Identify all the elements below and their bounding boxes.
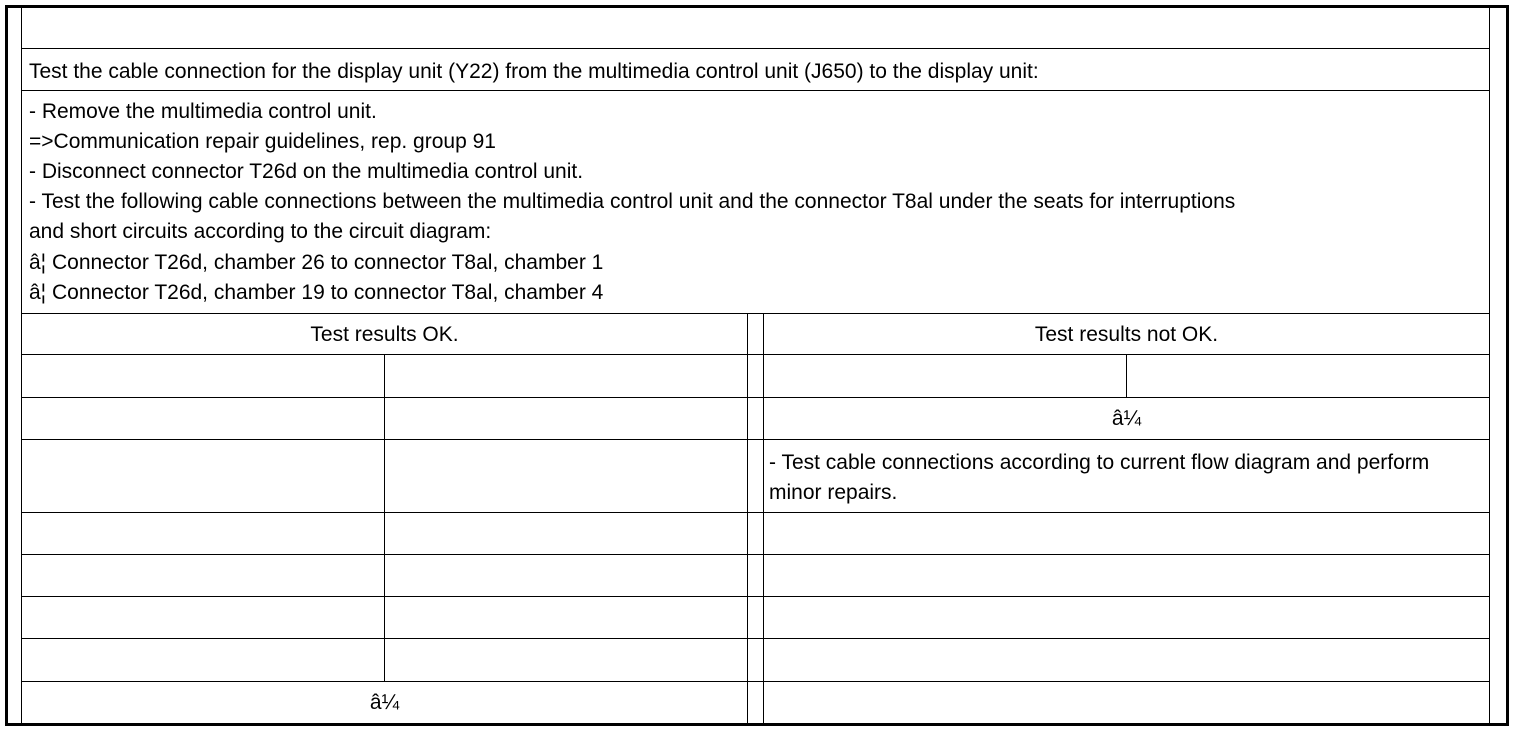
instruction-line: - Disconnect connector T26d on the multimedia control unit.	[29, 160, 584, 183]
instruction-line: â¦ Connector T26d, chamber 26 to connector T8al, chamber 1	[29, 251, 604, 274]
row-divider	[21, 48, 1489, 49]
header-title: Test the cable connection for the display unit (Y22) from the multimedia control unit (J650) to the display unit:	[29, 60, 1039, 83]
inner-right-border	[1489, 8, 1490, 723]
column-divider	[747, 313, 748, 723]
not-ok-arrow: â¼	[1111, 407, 1142, 430]
test-results-not-ok-label: Test results not OK.	[1034, 323, 1219, 346]
row-divider	[21, 681, 1489, 682]
row-divider	[21, 554, 1489, 555]
row-divider	[21, 512, 1489, 513]
row-divider	[21, 397, 1489, 398]
column-divider	[1126, 354, 1127, 397]
row-divider	[21, 596, 1489, 597]
instruction-line: - Remove the multimedia control unit.	[29, 100, 377, 123]
instruction-line: and short circuits according to the circuit diagram:	[29, 220, 492, 243]
row-divider	[21, 354, 1489, 355]
test-results-ok-label: Test results OK.	[310, 323, 459, 346]
ok-arrow: â¼	[369, 691, 400, 714]
row-divider	[21, 439, 1489, 440]
row-divider	[21, 313, 1489, 314]
row-divider	[21, 90, 1489, 91]
instruction-line: - Test the following cable connections between the multimedia control unit and the connector T8al under the seats for interruptions	[29, 190, 1236, 213]
not-ok-action-text: - Test cable connections according to current flow diagram and perform minor repairs.	[769, 451, 1430, 504]
row-divider	[21, 638, 1489, 639]
column-divider	[763, 313, 764, 723]
instruction-line: =>Communication repair guidelines, rep. group 91	[29, 130, 496, 153]
inner-left-border	[21, 8, 22, 723]
column-divider	[384, 354, 385, 681]
instruction-line: â¦ Connector T26d, chamber 19 to connector T8al, chamber 4	[29, 281, 604, 304]
